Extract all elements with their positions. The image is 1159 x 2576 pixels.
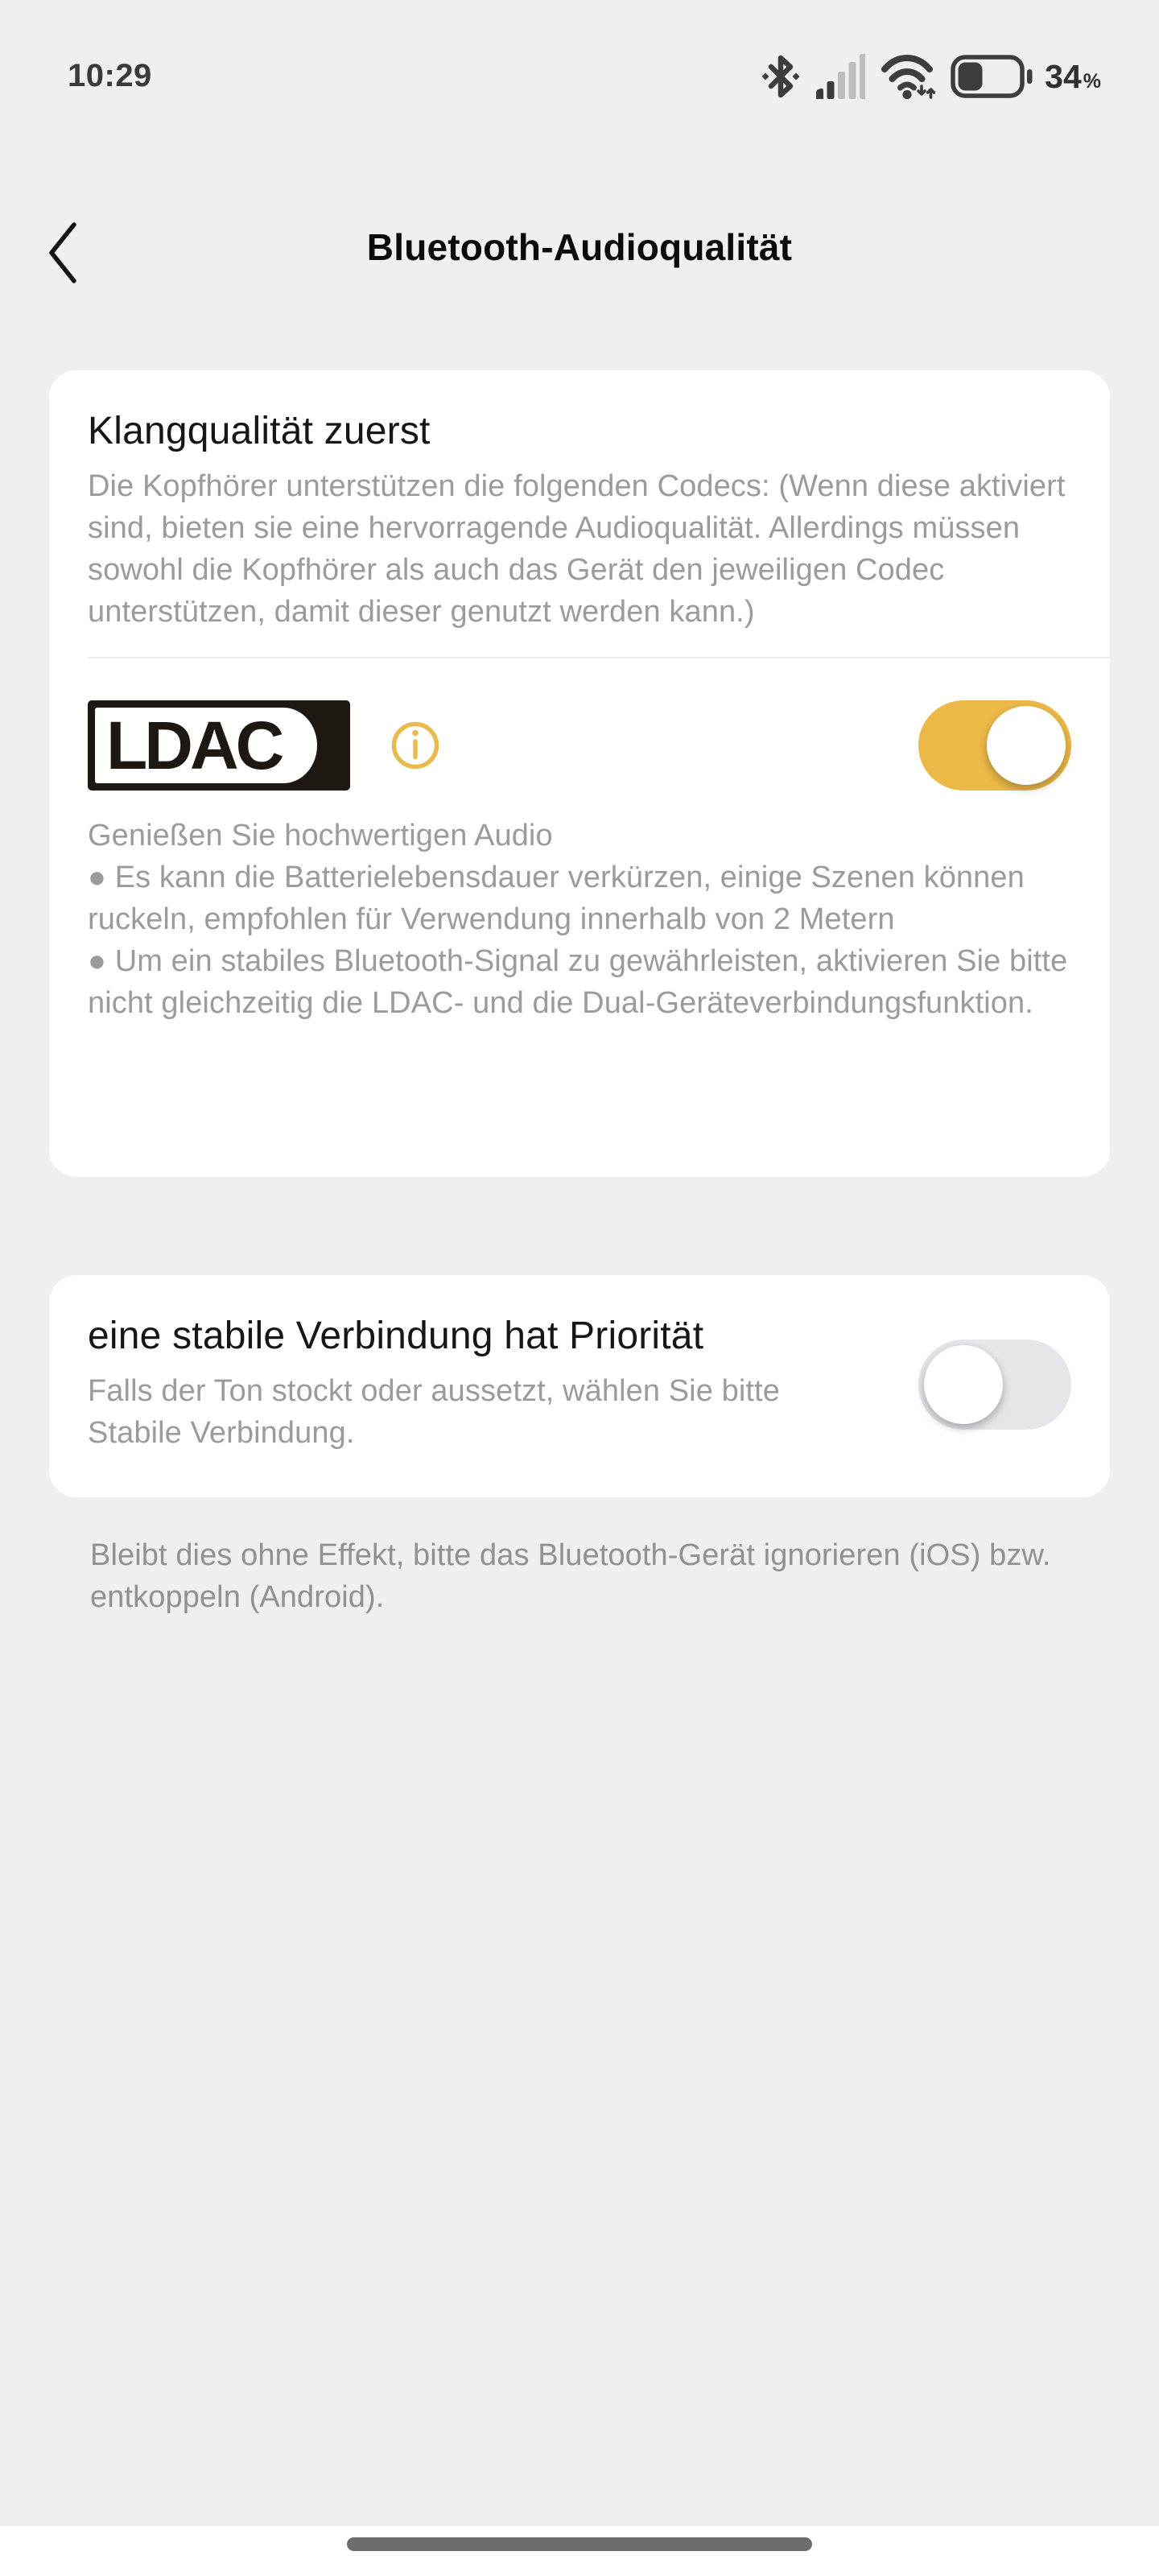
- ldac-description-line1: Genießen Sie hochwertigen Audio: [88, 819, 553, 852]
- ldac-description: [88, 815, 1071, 1024]
- battery-percent-sign: %: [1083, 69, 1101, 93]
- stable-connection-description: Falls der Ton stockt oder aussetzt, wählen Sie bitte Stabile Verbindung.: [88, 1374, 780, 1450]
- bottom-nav-band: [0, 2526, 1159, 2576]
- ldac-row: [88, 700, 1071, 791]
- status-time: 10:29: [68, 58, 152, 93]
- sound-quality-title: Klangqualität zuerst: [88, 410, 431, 452]
- ldac-description-bullet2: ● Um ein stabiles Bluetooth-Signal zu gewährleisten, aktivieren Sie bitte nicht gleichzeitig die LDAC- und die Dual-Geräteverbindungsfunktion.: [88, 944, 1068, 1020]
- bluetooth-icon: [761, 52, 800, 101]
- ldac-toggle-knob: [987, 706, 1066, 785]
- battery-icon: [951, 52, 1034, 101]
- battery-percent-value: 34: [1045, 57, 1082, 95]
- info-icon[interactable]: [389, 719, 442, 772]
- ldac-logo: [88, 700, 350, 791]
- home-indicator[interactable]: [347, 2537, 812, 2551]
- wifi-icon: [881, 52, 935, 101]
- stable-connection-toggle-knob: [924, 1345, 1003, 1424]
- status-icons: [761, 50, 1101, 103]
- ldac-description-bullet1: ● Es kann die Batterielebensdauer verkürzen, einige Szenen können ruckeln, empfohlen für Verwendung innerhalb von 2 Metern: [88, 861, 1025, 936]
- stable-connection-title: eine stabile Verbindung hat Priorität: [88, 1315, 704, 1357]
- sound-quality-card: [49, 370, 1110, 1177]
- status-bar: [0, 0, 1159, 129]
- footer-note: Bleibt dies ohne Effekt, bitte das Bluetooth-Gerät ignorieren (iOS) bzw. entkoppeln (Android).: [90, 1538, 1051, 1614]
- ldac-toggle[interactable]: [918, 700, 1071, 791]
- sound-quality-description: Die Kopfhörer unterstützen die folgenden Codecs: (Wenn diese aktiviert sind, bieten sie eine hervorragende Audioqualität. Allerdings müssen sowohl die Kopfhörer als auch das Gerät den jeweiligen Codec unterstützen, damit dieser genutzt werden kann.): [88, 469, 1066, 629]
- stable-connection-toggle[interactable]: [918, 1340, 1071, 1430]
- ldac-logo-text: LDAC: [106, 708, 282, 783]
- app-header: [0, 214, 1159, 291]
- page-title: Bluetooth-Audioqualität: [366, 226, 793, 268]
- cellular-signal-icon: [815, 52, 865, 101]
- divider: [88, 657, 1110, 658]
- battery-percent-label: [1045, 58, 1101, 96]
- stable-connection-card: [49, 1275, 1110, 1497]
